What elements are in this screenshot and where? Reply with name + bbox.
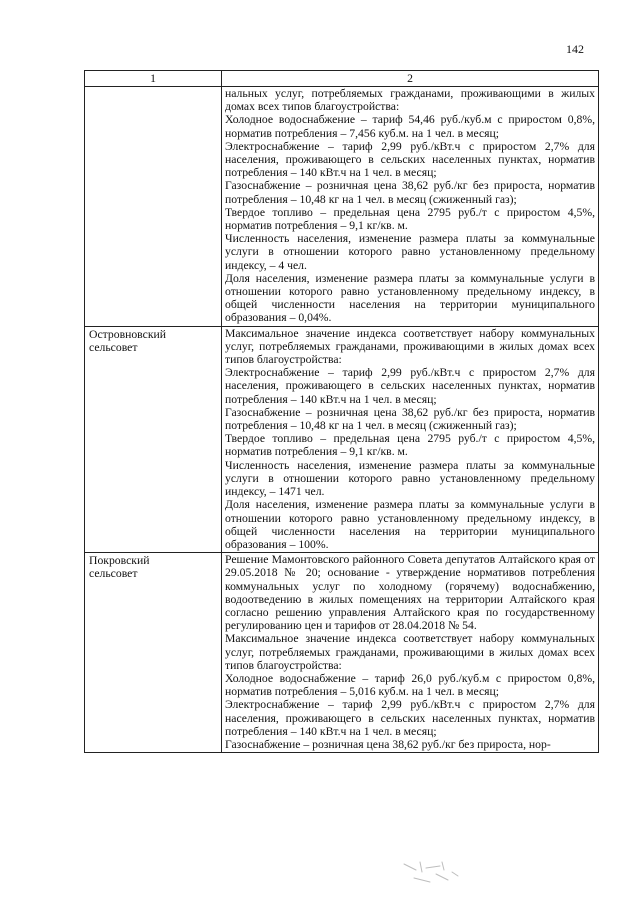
paragraph: Решение Мамонтовского районного Совета депутатов Алтайского края от 29.05.2018 № 20; основание - утверждение нормативов потребления коммунальных услуг по холодному (горячему) водоснабжению, водоотведению в жилых помещениях на территории Алтайского края согласно решению управления Алтайского края по государственному регулированию цен и тарифов от 28.04.2018 № 54.: [225, 553, 595, 633]
paragraph: Максимальное значение индекса соответствует набору коммунальных услуг, потребляемых гражданами, проживающими в жилых домах всех типов благоустройства:: [225, 632, 595, 672]
paragraph: Твердое топливо – предельная цена 2795 руб./т с приростом 4,5%, норматив потребления – 9,1 кг/кв. м.: [225, 205, 595, 233]
paragraph: Электроснабжение – тариф 2,99 руб./кВт.ч с приростом 2,7% для населения, проживающего в сельских населенных пунктах, норматив потребления – 140 кВт.ч на 1 чел. в месяц;: [225, 139, 595, 180]
municipality-name: Покровский: [89, 554, 150, 568]
paragraph: Газоснабжение – розничная цена 38,62 руб./кг без прироста, нор-: [225, 737, 551, 751]
municipality-type: сельсовет: [89, 340, 138, 354]
paragraph: Холодное водоснабжение – тариф 54,46 руб./куб.м с приростом 0,8%, норматив потребления – 7,456 куб.м. на 1 чел. в месяц;: [225, 113, 595, 140]
paragraph: Электроснабжение – тариф 2,99 руб./кВт.ч с приростом 2,7% для населения, проживающего в сельских населенных пунктах, норматив потребления – 140 кВт.ч на 1 чел. в месяц;: [225, 698, 595, 738]
paragraph: Максимальное значение индекса соответствует набору коммунальных услуг, потребляемых гражданами, проживающими в жилых домах всех типов благоустройства:: [225, 326, 595, 367]
scan-artifact-mark: [396, 858, 476, 888]
paragraph: Электроснабжение – тариф 2,99 руб./кВт.ч с приростом 2,7% для населения, проживающего в сельских населенных пунктах, норматив потребления – 140 кВт.ч на 1 чел. в месяц;: [225, 366, 595, 406]
paragraph: Численность населения, изменение размера платы за коммунальные услуги в отношении которого равно установленному предельному индексу, – 1471 чел.: [225, 458, 595, 499]
description-cell: [222, 553, 599, 753]
table-row: [85, 326, 599, 552]
page-number: 142: [566, 42, 584, 56]
column-header-1: 1: [85, 71, 222, 87]
paragraph: Холодное водоснабжение – тариф 26,0 руб./куб.м с приростом 0,8%, норматив потребления – 5,016 куб.м. на 1 чел. в месяц;: [225, 671, 595, 699]
municipality-name: Островновский: [89, 327, 167, 341]
paragraph: Твердое топливо – предельная цена 2795 руб./т с приростом 4,5%, норматив потребления – 9,1 кг/кв. м.: [225, 432, 595, 459]
paragraph: Газоснабжение – розничная цена 38,62 руб./кг без прироста, норматив потребления – 10,48 кг на 1 чел. в месяц (сжиженный газ);: [225, 179, 595, 206]
column-header-2: 2: [222, 71, 599, 87]
municipality-type: сельсовет: [89, 567, 138, 581]
municipality-cell: [85, 326, 222, 552]
table-header-row: [85, 71, 599, 87]
municipality-cell: [85, 87, 222, 327]
paragraph: Численность населения, изменение размера платы за коммунальные услуги в отношении которого равно установленному предельному индексу, – 4 чел.: [225, 232, 595, 272]
table-row: [85, 87, 599, 327]
table-row: [85, 553, 599, 753]
paragraph: Доля населения, изменение размера платы за коммунальные услуги в отношении которого равно установленному предельному индексу, в общей численности населения на территории муниципального образования – 0,04%.: [225, 271, 595, 325]
description-cell: [222, 326, 599, 552]
paragraph: Доля населения, изменение размера платы за коммунальные услуги в отношении которого равно установленному предельному индексу, в общей численности населения на территории муниципального образования – 100%.: [225, 498, 595, 551]
municipality-cell: [85, 553, 222, 753]
paragraph: нальных услуг, потребляемых гражданами, проживающими в жилых домах всех типов благоустройства:: [225, 87, 595, 114]
paragraph: Газоснабжение – розничная цена 38,62 руб./кг без прироста, норматив потребления – 10,48 кг на 1 чел. в месяц (сжиженный газ);: [225, 405, 595, 433]
document-table: [84, 70, 599, 753]
description-cell: [222, 87, 599, 327]
